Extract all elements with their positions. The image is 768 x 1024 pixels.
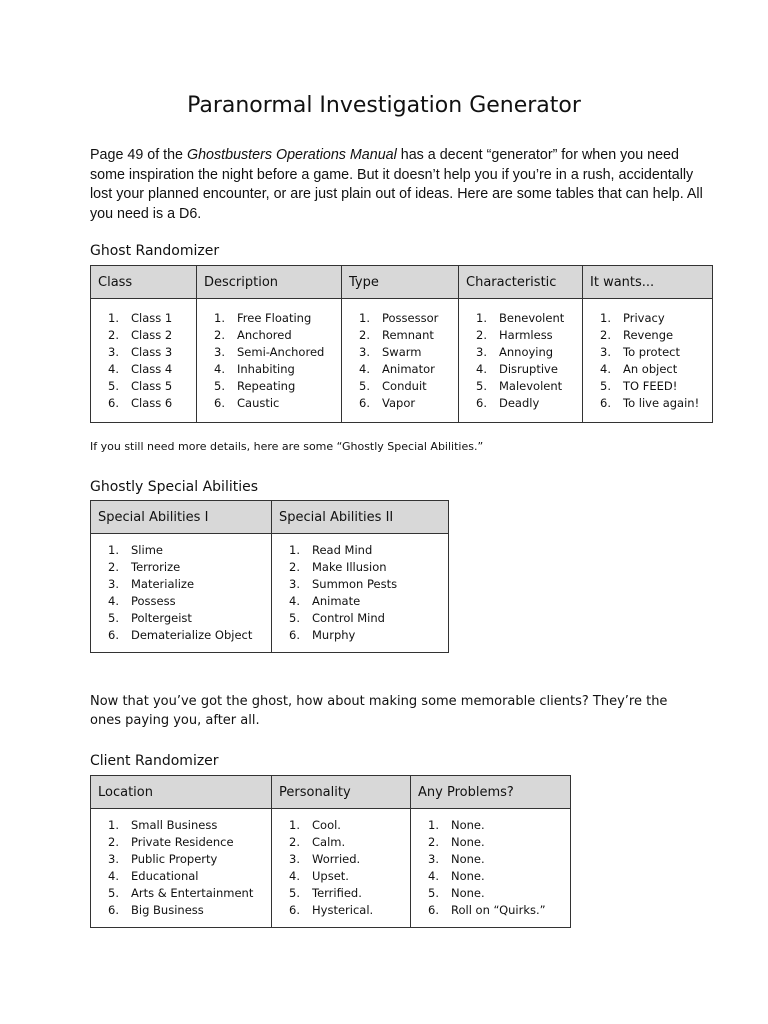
list-item bbox=[272, 542, 448, 559]
intro-text-before: Page 49 of the bbox=[90, 147, 187, 163]
list-item bbox=[411, 817, 570, 834]
list-item-number: 2. bbox=[108, 560, 119, 574]
list-item-number: 3. bbox=[289, 852, 300, 866]
column-header: Personality bbox=[272, 776, 411, 809]
list-item bbox=[91, 576, 271, 593]
column-cell bbox=[91, 299, 197, 423]
column-cell bbox=[459, 299, 583, 423]
list-item bbox=[272, 885, 410, 902]
column-cell bbox=[272, 534, 449, 653]
list-item-text: Summon Pests bbox=[312, 577, 398, 591]
list-item bbox=[272, 868, 410, 885]
list-item-text: Class 3 bbox=[131, 344, 173, 359]
list-item-number: 5. bbox=[108, 886, 119, 900]
list-item bbox=[459, 344, 582, 361]
list-item bbox=[411, 885, 570, 902]
list-item bbox=[459, 327, 582, 344]
list-item-text: Class 1 bbox=[131, 310, 173, 325]
list-item bbox=[411, 851, 570, 868]
list-item-text: To live again! bbox=[623, 395, 700, 410]
list-item-text: Terrorize bbox=[131, 560, 181, 574]
column-cell bbox=[342, 299, 459, 423]
list-item-text: Class 4 bbox=[131, 361, 173, 376]
list-item-number: 4. bbox=[108, 869, 119, 883]
intro-book-title: Ghostbusters Operations Manual bbox=[186, 147, 397, 163]
list-item-text: Vapor bbox=[382, 395, 416, 410]
list-item bbox=[411, 834, 570, 851]
list-item-number: 2. bbox=[359, 327, 370, 342]
list-item bbox=[459, 395, 582, 412]
list-item-number: 4. bbox=[600, 361, 611, 376]
list-item-text: Repeating bbox=[237, 378, 296, 393]
numbered-list bbox=[91, 542, 271, 644]
column-cell bbox=[272, 809, 411, 928]
list-item-text: Class 5 bbox=[131, 378, 173, 393]
list-item-text: Harmless bbox=[499, 327, 553, 342]
intro-paragraph bbox=[90, 146, 710, 224]
list-item-number: 3. bbox=[214, 344, 225, 359]
column-header: Location bbox=[91, 776, 272, 809]
list-item-text: Conduit bbox=[382, 378, 427, 393]
list-item bbox=[91, 344, 196, 361]
list-item bbox=[459, 378, 582, 395]
special-abilities-table bbox=[90, 500, 449, 653]
list-item-text: None. bbox=[451, 835, 485, 849]
list-item bbox=[272, 576, 448, 593]
list-item-text: Disruptive bbox=[499, 361, 558, 376]
list-item bbox=[91, 361, 196, 378]
numbered-list bbox=[459, 310, 582, 412]
list-item-text: Control Mind bbox=[312, 611, 385, 625]
list-item-number: 3. bbox=[108, 577, 119, 591]
clients-paragraph: Now that you’ve got the ghost, how about making some memorable clients? They’re the ones paying you, after all. bbox=[90, 694, 668, 728]
numbered-list bbox=[342, 310, 458, 412]
list-item bbox=[411, 868, 570, 885]
list-item-text: Semi-Anchored bbox=[237, 344, 325, 359]
list-item bbox=[197, 395, 341, 412]
list-item-text: Dematerialize Object bbox=[131, 628, 253, 642]
list-item bbox=[91, 851, 271, 868]
list-item-text: Benevolent bbox=[499, 310, 565, 325]
numbered-list bbox=[411, 817, 570, 919]
numbered-list bbox=[272, 542, 448, 644]
list-item bbox=[583, 378, 712, 395]
list-item bbox=[197, 378, 341, 395]
list-item bbox=[459, 361, 582, 378]
list-item-number: 5. bbox=[108, 611, 119, 625]
more-details-note: If you still need more details, here are some “Ghostly Special Abilities.” bbox=[90, 440, 484, 453]
list-item-number: 1. bbox=[476, 310, 487, 325]
list-item bbox=[272, 593, 448, 610]
list-item bbox=[197, 327, 341, 344]
list-item bbox=[583, 344, 712, 361]
list-item-text: Cool. bbox=[312, 818, 341, 832]
list-item-number: 6. bbox=[214, 395, 225, 410]
list-item-text: Materialize bbox=[131, 577, 195, 591]
list-item-text: Class 6 bbox=[131, 395, 173, 410]
list-item-number: 6. bbox=[289, 903, 300, 917]
column-header: Class bbox=[91, 266, 197, 299]
list-item-number: 6. bbox=[359, 395, 370, 410]
list-item-number: 5. bbox=[476, 378, 487, 393]
column-header: Special Abilities II bbox=[272, 501, 449, 534]
list-item-text: TO FEED! bbox=[623, 378, 678, 393]
list-item bbox=[342, 327, 458, 344]
column-header: Description bbox=[197, 266, 342, 299]
list-item bbox=[197, 310, 341, 327]
list-item-number: 2. bbox=[108, 327, 119, 342]
list-item-text: Big Business bbox=[131, 903, 204, 917]
list-item-text: Worried. bbox=[312, 852, 361, 866]
list-item bbox=[272, 627, 448, 644]
list-item-text: Annoying bbox=[499, 344, 554, 359]
list-item-number: 1. bbox=[108, 543, 119, 557]
list-item bbox=[91, 627, 271, 644]
column-header: Any Problems? bbox=[411, 776, 571, 809]
list-item-number: 1. bbox=[108, 310, 119, 325]
column-header: It wants... bbox=[583, 266, 713, 299]
list-item-number: 1. bbox=[359, 310, 370, 325]
list-item-number: 4. bbox=[214, 361, 225, 376]
list-item-text: Calm. bbox=[312, 835, 346, 849]
list-item-text: Make Illusion bbox=[312, 560, 387, 574]
list-item bbox=[91, 542, 271, 559]
page-title: Paranormal Investigation Generator bbox=[187, 93, 581, 118]
list-item-number: 4. bbox=[289, 869, 300, 883]
column-header: Type bbox=[342, 266, 459, 299]
list-item-text: Animator bbox=[382, 361, 435, 376]
list-item-text: Slime bbox=[131, 543, 163, 557]
column-header: Characteristic bbox=[459, 266, 583, 299]
list-item-text: None. bbox=[451, 818, 485, 832]
list-item-text: Private Residence bbox=[131, 835, 234, 849]
list-item-number: 3. bbox=[108, 344, 119, 359]
list-item bbox=[91, 902, 271, 919]
client-randomizer-heading: Client Randomizer bbox=[90, 753, 219, 769]
ghost-table-header-row bbox=[91, 266, 713, 299]
list-item-number: 3. bbox=[108, 852, 119, 866]
numbered-list bbox=[91, 310, 196, 412]
list-item bbox=[272, 902, 410, 919]
list-item-number: 2. bbox=[108, 835, 119, 849]
list-item-number: 6. bbox=[108, 903, 119, 917]
list-item-text: Free Floating bbox=[237, 310, 312, 325]
ghost-randomizer-heading: Ghost Randomizer bbox=[90, 243, 220, 259]
list-item-text: Malevolent bbox=[499, 378, 563, 393]
list-item bbox=[459, 310, 582, 327]
list-item-number: 2. bbox=[289, 835, 300, 849]
client-table-header-row bbox=[91, 776, 571, 809]
list-item-text: Hysterical. bbox=[312, 903, 374, 917]
list-item-text: Poltergeist bbox=[131, 611, 192, 625]
list-item-number: 4. bbox=[108, 594, 119, 608]
list-item-text: Privacy bbox=[623, 310, 665, 325]
list-item bbox=[342, 395, 458, 412]
list-item bbox=[272, 834, 410, 851]
list-item-number: 1. bbox=[289, 543, 300, 557]
list-item bbox=[411, 902, 570, 919]
list-item bbox=[91, 834, 271, 851]
column-cell bbox=[91, 534, 272, 653]
list-item bbox=[272, 559, 448, 576]
list-item bbox=[342, 378, 458, 395]
column-cell bbox=[411, 809, 571, 928]
list-item-text: Class 2 bbox=[131, 327, 173, 342]
list-item-text: Swarm bbox=[382, 344, 422, 359]
numbered-list bbox=[91, 817, 271, 919]
list-item-number: 5. bbox=[359, 378, 370, 393]
list-item-number: 4. bbox=[476, 361, 487, 376]
list-item-number: 4. bbox=[428, 869, 439, 883]
list-item-number: 1. bbox=[108, 818, 119, 832]
list-item bbox=[91, 378, 196, 395]
list-item-number: 3. bbox=[289, 577, 300, 591]
list-item bbox=[91, 559, 271, 576]
list-item-text: An object bbox=[623, 361, 678, 376]
list-item bbox=[342, 361, 458, 378]
list-item-number: 4. bbox=[289, 594, 300, 608]
abilities-table-header-row bbox=[91, 501, 449, 534]
list-item-text: Arts & Entertainment bbox=[131, 886, 254, 900]
list-item bbox=[197, 344, 341, 361]
list-item-number: 1. bbox=[289, 818, 300, 832]
list-item bbox=[272, 817, 410, 834]
column-cell bbox=[197, 299, 342, 423]
list-item bbox=[91, 817, 271, 834]
list-item bbox=[91, 885, 271, 902]
ghost-randomizer-table bbox=[90, 265, 713, 423]
list-item-number: 1. bbox=[214, 310, 225, 325]
client-table-body-row bbox=[91, 809, 571, 928]
special-abilities-heading: Ghostly Special Abilities bbox=[90, 479, 259, 495]
list-item-number: 4. bbox=[108, 361, 119, 376]
list-item-number: 3. bbox=[359, 344, 370, 359]
numbered-list bbox=[272, 817, 410, 919]
intro-text-after: has a decent “generator” for when you need some inspiration the night before a game. But it doesn’t help you if you’re in a rush, accidentally lost your planned encounter, or are just plain out of ideas. Here are some tables that can help. All you need is a D6. bbox=[90, 147, 703, 222]
column-header: Special Abilities I bbox=[91, 501, 272, 534]
list-item-number: 4. bbox=[359, 361, 370, 376]
list-item-text: Anchored bbox=[237, 327, 292, 342]
list-item-number: 3. bbox=[428, 852, 439, 866]
column-cell bbox=[583, 299, 713, 423]
list-item bbox=[342, 310, 458, 327]
list-item-text: Roll on “Quirks.” bbox=[451, 903, 546, 917]
list-item-text: Inhabiting bbox=[237, 361, 295, 376]
list-item bbox=[91, 593, 271, 610]
list-item-text: Revenge bbox=[623, 327, 674, 342]
list-item-number: 5. bbox=[214, 378, 225, 393]
list-item-number: 6. bbox=[600, 395, 611, 410]
list-item bbox=[91, 868, 271, 885]
list-item bbox=[91, 327, 196, 344]
client-randomizer-table bbox=[90, 775, 571, 928]
list-item-number: 1. bbox=[600, 310, 611, 325]
list-item-text: Animate bbox=[312, 594, 361, 608]
list-item-text: Remnant bbox=[382, 327, 434, 342]
list-item-number: 5. bbox=[428, 886, 439, 900]
list-item bbox=[583, 327, 712, 344]
column-cell bbox=[91, 809, 272, 928]
list-item-number: 2. bbox=[476, 327, 487, 342]
list-item bbox=[197, 361, 341, 378]
list-item-number: 3. bbox=[600, 344, 611, 359]
list-item-text: Read Mind bbox=[312, 543, 373, 557]
list-item-text: Educational bbox=[131, 869, 199, 883]
list-item-text: Deadly bbox=[499, 395, 540, 410]
list-item-text: None. bbox=[451, 869, 485, 883]
list-item-text: Public Property bbox=[131, 852, 218, 866]
list-item-number: 5. bbox=[108, 378, 119, 393]
list-item-number: 6. bbox=[289, 628, 300, 642]
list-item-text: None. bbox=[451, 886, 485, 900]
list-item-number: 6. bbox=[108, 395, 119, 410]
list-item-number: 2. bbox=[214, 327, 225, 342]
list-item bbox=[91, 310, 196, 327]
list-item-number: 6. bbox=[428, 903, 439, 917]
list-item-text: To protect bbox=[623, 344, 680, 359]
list-item-text: None. bbox=[451, 852, 485, 866]
list-item bbox=[342, 344, 458, 361]
abilities-table-body-row bbox=[91, 534, 449, 653]
list-item-number: 1. bbox=[428, 818, 439, 832]
list-item-text: Terrified. bbox=[312, 886, 362, 900]
list-item bbox=[583, 361, 712, 378]
list-item-text: Upset. bbox=[312, 869, 349, 883]
list-item-number: 6. bbox=[476, 395, 487, 410]
list-item-text: Murphy bbox=[312, 628, 356, 642]
list-item bbox=[91, 395, 196, 412]
list-item bbox=[91, 610, 271, 627]
list-item-number: 2. bbox=[600, 327, 611, 342]
list-item-number: 3. bbox=[476, 344, 487, 359]
list-item-number: 5. bbox=[289, 611, 300, 625]
list-item-number: 5. bbox=[289, 886, 300, 900]
list-item-number: 5. bbox=[600, 378, 611, 393]
numbered-list bbox=[583, 310, 712, 412]
list-item-number: 2. bbox=[428, 835, 439, 849]
list-item-text: Caustic bbox=[237, 395, 280, 410]
list-item bbox=[272, 610, 448, 627]
list-item-text: Possessor bbox=[382, 310, 439, 325]
list-item-number: 2. bbox=[289, 560, 300, 574]
list-item-number: 6. bbox=[108, 628, 119, 642]
list-item-text: Small Business bbox=[131, 818, 218, 832]
list-item-text: Possess bbox=[131, 594, 176, 608]
list-item bbox=[583, 395, 712, 412]
ghost-table-body-row bbox=[91, 299, 713, 423]
list-item bbox=[583, 310, 712, 327]
list-item bbox=[272, 851, 410, 868]
numbered-list bbox=[197, 310, 341, 412]
